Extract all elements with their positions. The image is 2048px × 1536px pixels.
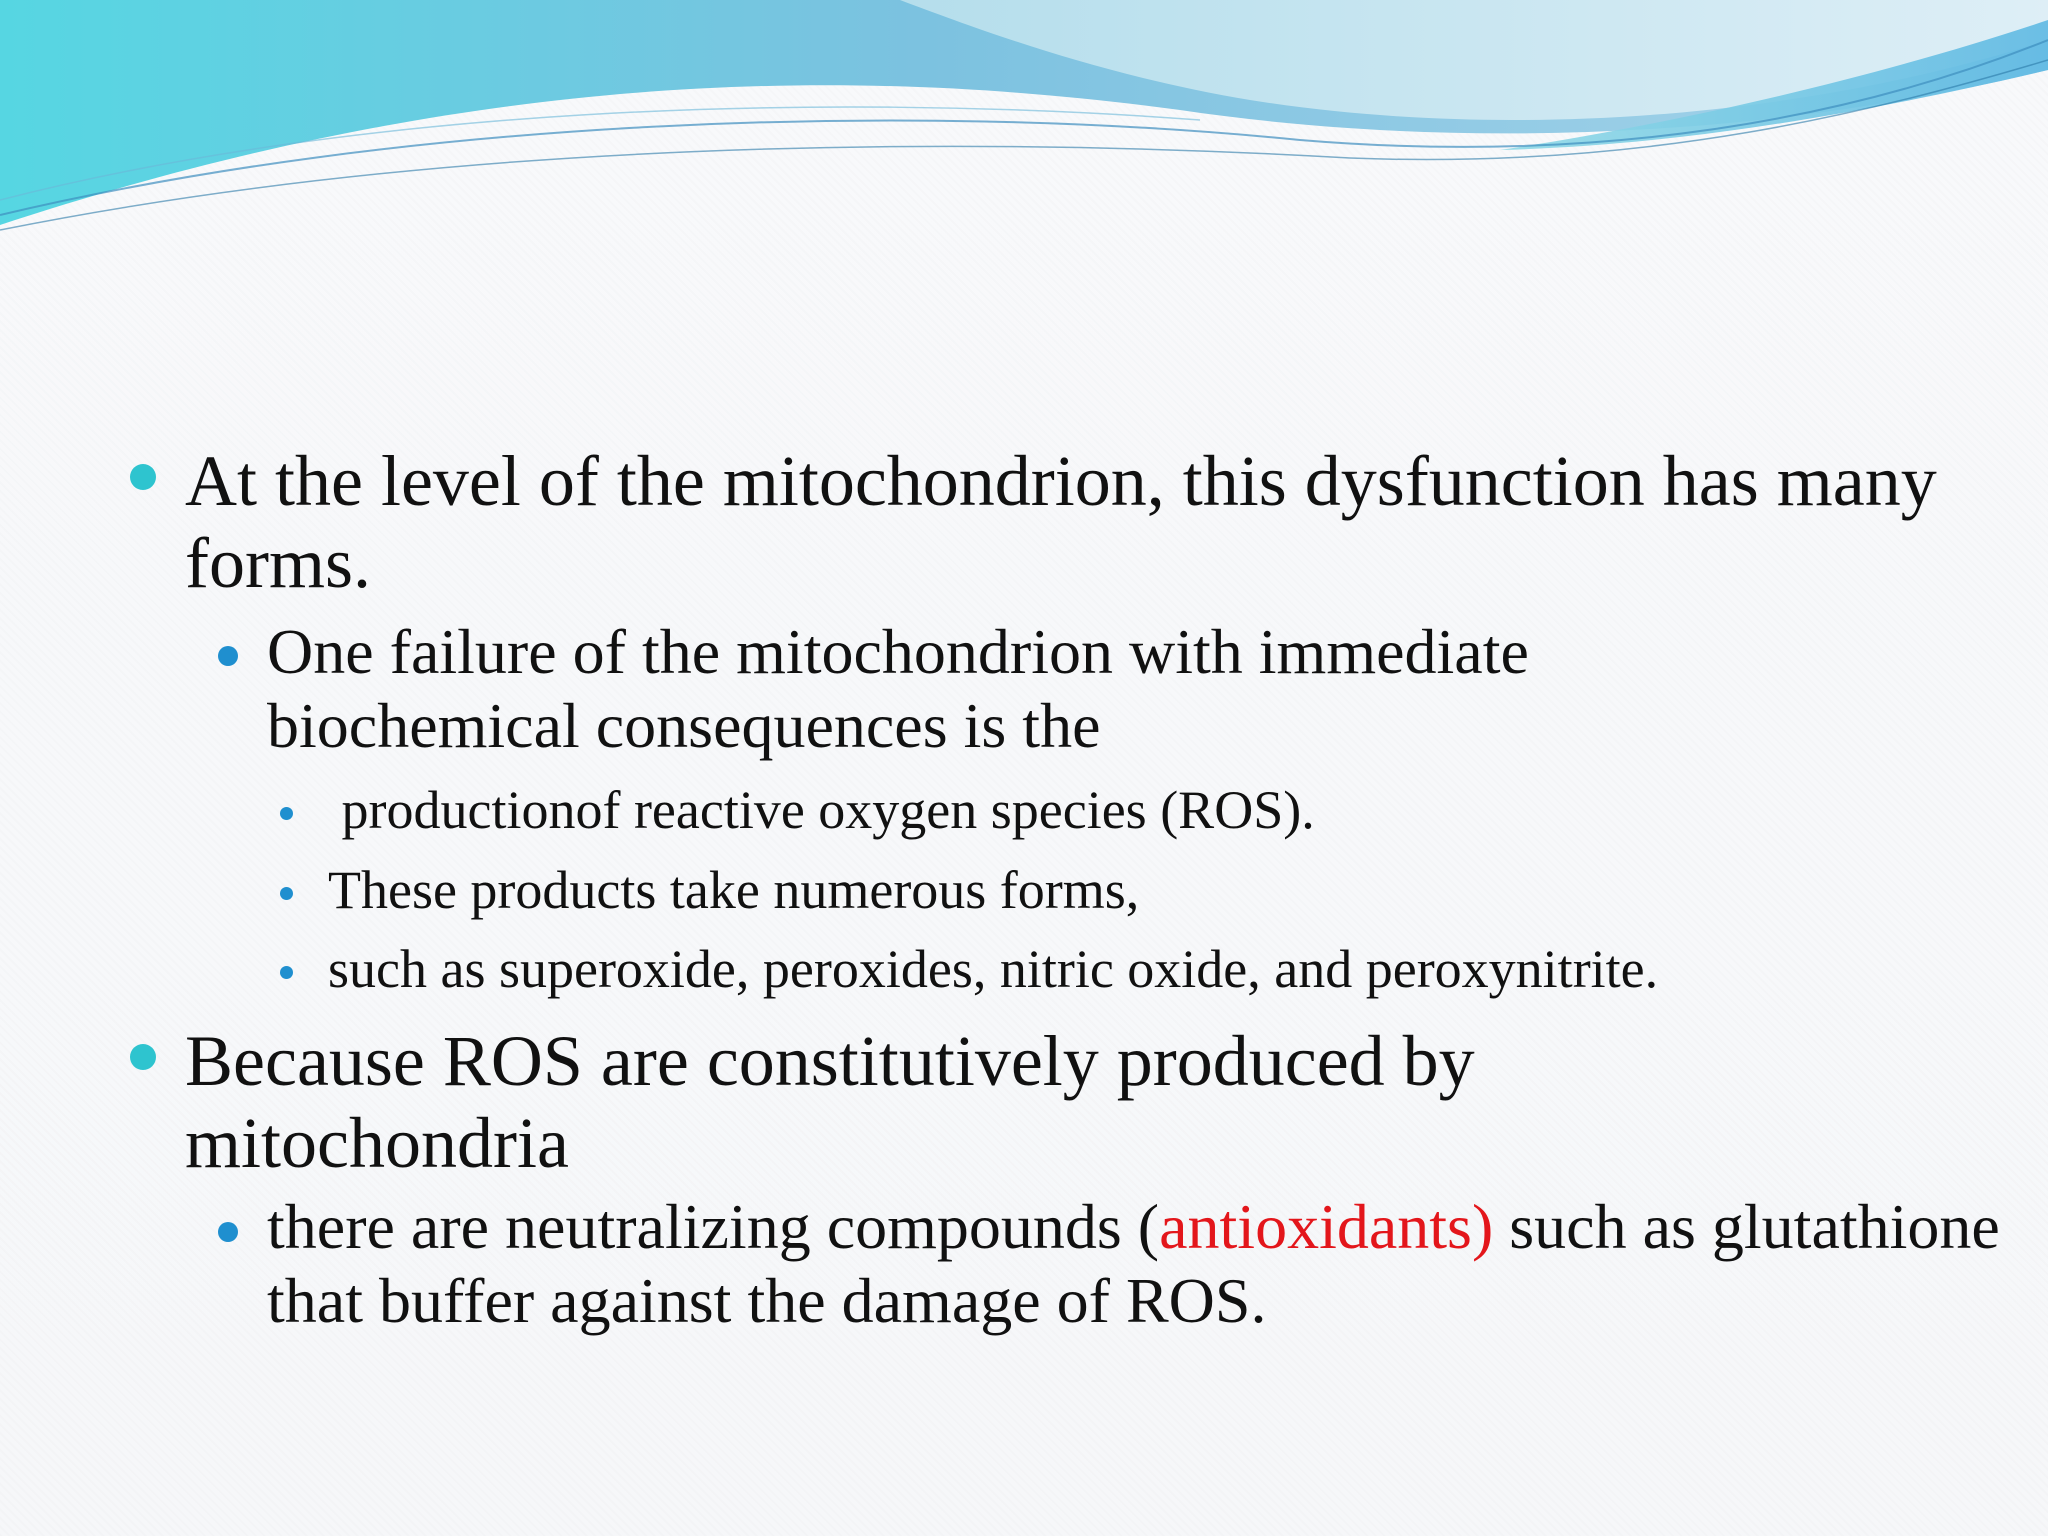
highlighted-term-antioxidants: antioxidants) [1159,1191,1494,1262]
bullet-level3-text: These products take numerous forms, [328,860,1140,920]
bullet-level2-text-with-highlight [267,1190,2007,1338]
bullet-level1-text: Because ROS are constitutively produced by mitochondria [185,1021,1475,1183]
bullet-dot-level2 [218,646,238,666]
bullet-level1-text: At the level of the mitochondrion, this dysfunction has many forms. [185,441,1937,603]
bullet-level3-text: such as superoxide, peroxides, nitric oxide, and peroxynitrite. [328,939,1659,999]
bullet-level2-text: One failure of the mitochondrion with immediate biochemical consequences is the [267,616,1529,761]
bullet-level3-text: productionof reactive oxygen species (ROS). [328,780,1315,840]
bullet-dot-level1 [130,1044,156,1070]
bullet-dot-level2 [218,1222,238,1242]
bullet-dot-level1 [130,464,156,490]
bullet-dot-level3 [280,966,293,979]
bullet-dot-level3 [280,887,293,900]
text-before-highlight: there are neutralizing compounds ( [267,1191,1160,1262]
bullet-dot-level3 [280,807,293,820]
text-after-highlight: such as glutathione that buffer against the damage of ROS. [267,1191,2000,1336]
